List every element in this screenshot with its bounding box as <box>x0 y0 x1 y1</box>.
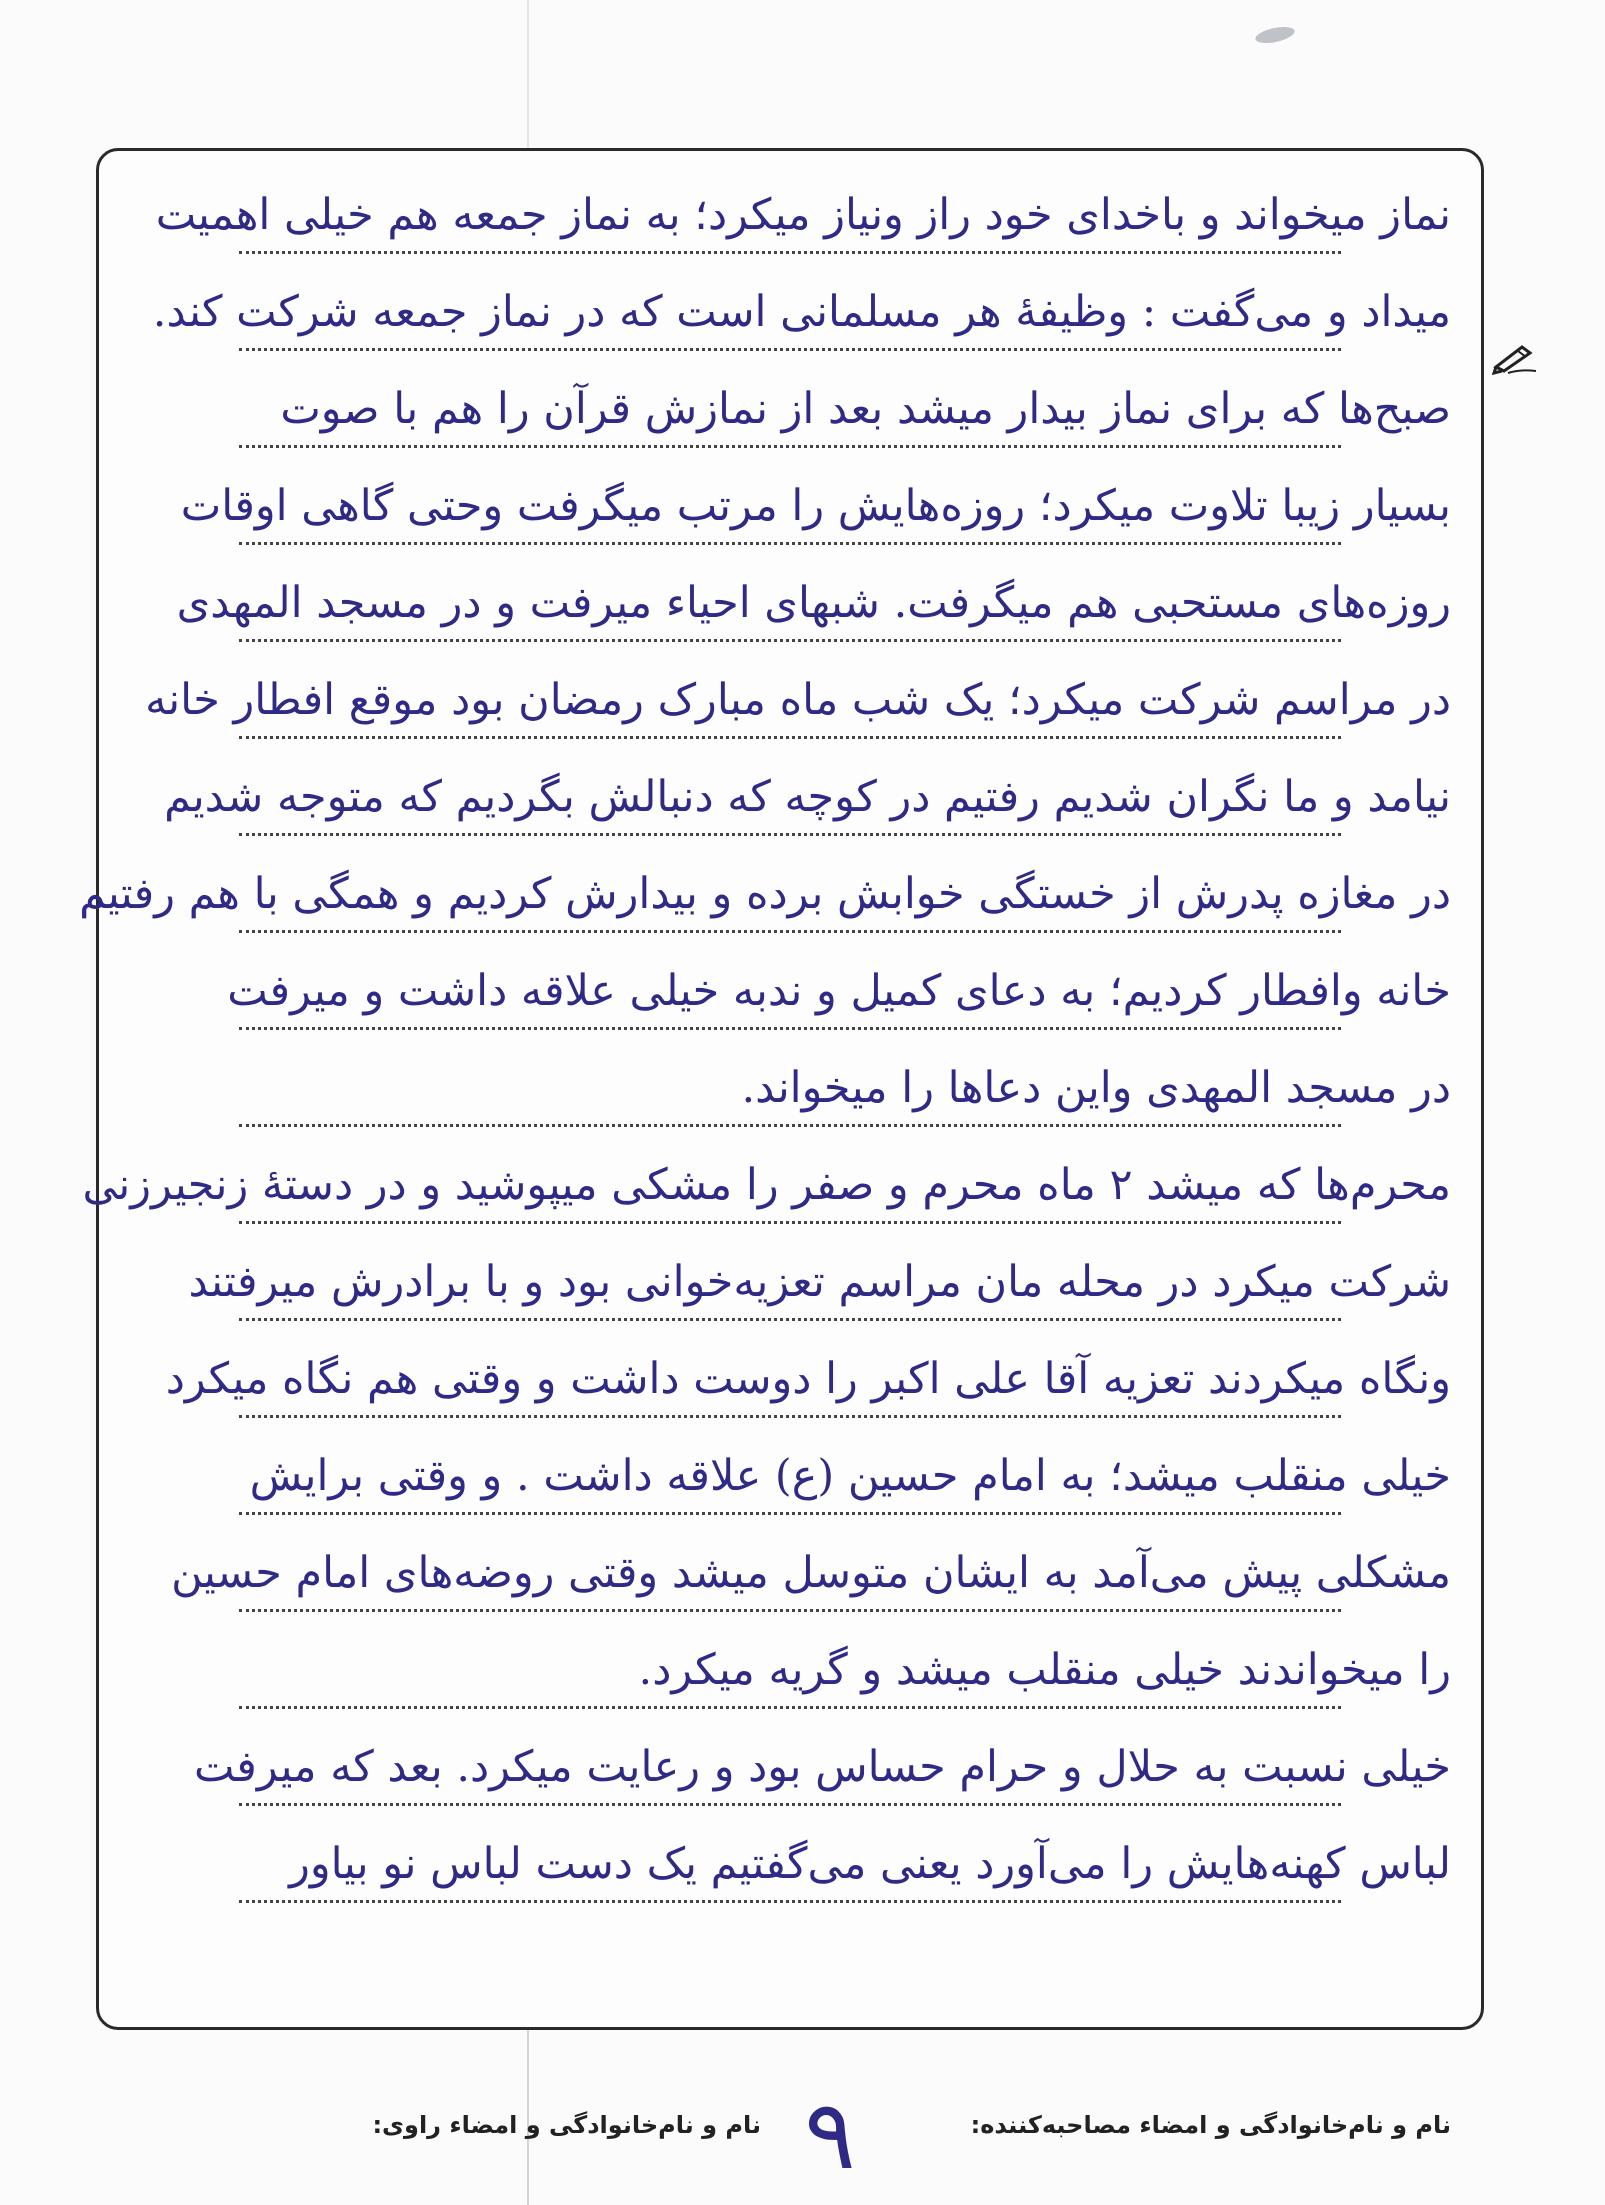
ruled-line <box>239 1706 1341 1709</box>
ruled-line <box>239 833 1341 836</box>
text-line: بسیار زیبا تلاوت میکرد؛ روزه‌هایش را مرتب میگرفت وحتی گاهی اوقات <box>180 481 1451 531</box>
form-frame <box>79 148 1484 2139</box>
text-line: خیلی منقلب میشد؛ به امام حسین (ع) علاقه داشت . و وقتی برایش <box>249 1451 1451 1501</box>
ruled-line <box>239 1221 1341 1224</box>
ruled-line <box>239 1027 1341 1030</box>
text-line: خیلی نسبت به حلال و حرام حساس بود و رعایت میکرد. بعد که میرفت <box>194 1742 1451 1792</box>
ruled-line <box>239 1803 1341 1806</box>
ruled-line <box>239 639 1341 642</box>
text-line: در مغازه پدرش از خستگی خوابش برده و بیدارش کردیم و همگی با هم رفتیم <box>79 869 1451 919</box>
text-line: را میخواندند خیلی منقلب میشد و گریه میکرد. <box>638 1645 1451 1695</box>
text-line: محرم‌ها که میشد ۲ ماه محرم و صفر را مشکی میپوشید و در دستهٔ زنجیرزنی <box>82 1160 1451 1210</box>
text-line: میداد و می‌گفت : وظیفهٔ هر مسلمانی است که در نماز جمعه شرکت کند. <box>152 287 1451 337</box>
ruled-line <box>239 542 1341 545</box>
ruled-line <box>239 348 1341 351</box>
text-line: صبح‌ها که برای نماز بیدار میشد بعد از نمازش قرآن را هم با صوت <box>280 384 1451 434</box>
text-line: خانه وافطار کردیم؛ به دعای کمیل و ندبه خیلی علاقه داشت و میرفت <box>227 966 1451 1016</box>
ruled-line <box>239 1318 1341 1321</box>
page-number: ۹ <box>804 2079 856 2191</box>
pen-writing-icon <box>1492 341 1538 375</box>
text-line: در مراسم شرکت میکرد؛ یک شب ماه مبارک رمضان بود موقع افطار خانه <box>145 675 1451 725</box>
text-line: شرکت میکرد در محله مان مراسم تعزیه‌خوانی بود و با برادرش میرفتند <box>188 1257 1451 1307</box>
text-line: روزه‌های مستحبی هم میگرفت. شبهای احیاء میرفت و در مسجد المهدی <box>176 578 1451 628</box>
text-line: مشکلی پیش می‌آمد به ایشان متوسل میشد وقتی روضه‌های امام حسین <box>171 1548 1451 1598</box>
ruled-line <box>239 1609 1341 1612</box>
text-line: لباس کهنه‌هایش را می‌آورد یعنی می‌گفتیم یک دست لباس نو بیاور <box>289 1839 1451 1889</box>
ink-smudge <box>1254 24 1296 46</box>
text-line: نماز میخواند و باخدای خود راز ونیاز میکرد؛ به نماز جمعه هم خیلی اهمیت <box>155 190 1451 240</box>
interviewer-signature-label: نام و نام‌خانوادگی و امضاء مصاحبه‌کننده: <box>970 2111 1451 2139</box>
ruled-line <box>239 1415 1341 1418</box>
text-line: ونگاه میکردند تعزیه آقا علی اکبر را دوست داشت و وقتی هم نگاه میکرد <box>165 1354 1451 1404</box>
ruled-line <box>239 445 1341 448</box>
ruled-line <box>239 930 1341 933</box>
ruled-line <box>239 251 1341 254</box>
narrator-signature-label: نام و نام‌خانوادگی و امضاء راوی: <box>372 2111 761 2139</box>
ruled-line <box>239 1512 1341 1515</box>
ruled-line <box>239 736 1341 739</box>
text-line: نیامد و ما نگران شدیم رفتیم در کوچه که دنبالش بگردیم که متوجه شدیم <box>164 772 1451 822</box>
ruled-line <box>239 1124 1341 1127</box>
text-line: در مسجد المهدی واین دعاها را میخواند. <box>741 1063 1451 1113</box>
ruled-line <box>239 1900 1341 1903</box>
